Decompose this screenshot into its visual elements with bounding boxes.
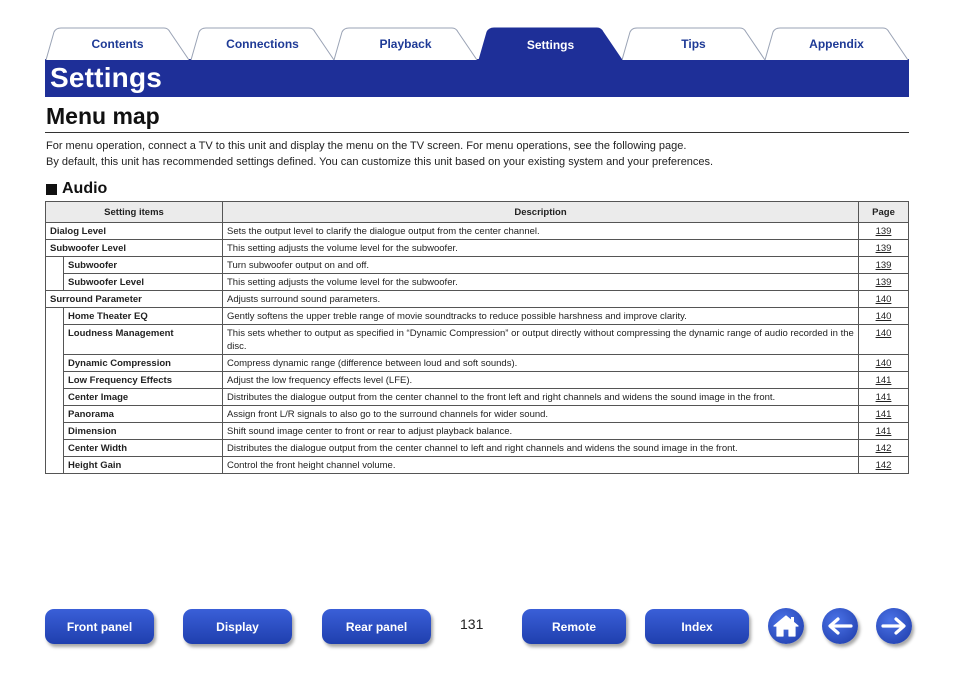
page-number: 131 bbox=[460, 616, 484, 632]
tab-settings[interactable] bbox=[478, 27, 623, 60]
intro-line-1: For menu operation, connect a TV to this unit and display the menu on the TV screen. For menu operations, see the following page. bbox=[46, 140, 687, 152]
indent-cell bbox=[46, 457, 64, 474]
setting-description: Adjust the low frequency effects level (LFE). bbox=[223, 372, 859, 389]
setting-description: Adjusts surround sound parameters. bbox=[223, 291, 859, 308]
page-link[interactable]: 139 bbox=[875, 243, 892, 254]
page-reference bbox=[859, 389, 909, 406]
header-description: Description bbox=[223, 202, 859, 223]
page-link[interactable]: 139 bbox=[875, 226, 892, 237]
tab-label: Appendix bbox=[809, 37, 864, 51]
page-reference bbox=[859, 406, 909, 423]
setting-item-name: Height Gain bbox=[64, 457, 223, 474]
indent-cell bbox=[46, 423, 64, 440]
arrow-right-icon bbox=[881, 616, 907, 636]
tab-bar bbox=[45, 27, 909, 60]
setting-item-name: Center Image bbox=[64, 389, 223, 406]
page-reference bbox=[859, 325, 909, 355]
tab-appendix[interactable] bbox=[764, 27, 909, 60]
setting-description: Turn subwoofer output on and off. bbox=[223, 257, 859, 274]
setting-item-name: Dialog Level bbox=[46, 223, 223, 240]
indent-cell bbox=[46, 325, 64, 355]
page-reference bbox=[859, 274, 909, 291]
tab-label: Connections bbox=[226, 37, 299, 51]
table-row bbox=[46, 440, 909, 457]
table-row bbox=[46, 257, 909, 274]
setting-description: This sets whether to output as specified in “Dynamic Compression” or output directly without compressing the dynamic range of audio recorded in the disc. bbox=[223, 325, 859, 355]
tab-tips[interactable] bbox=[621, 27, 766, 60]
arrow-left-icon bbox=[827, 616, 853, 636]
table-row bbox=[46, 406, 909, 423]
tab-label: Playback bbox=[379, 37, 432, 51]
remote-button[interactable]: Remote bbox=[522, 609, 626, 644]
setting-description: Shift sound image center to front or rear to adjust playback balance. bbox=[223, 423, 859, 440]
indent-cell bbox=[46, 308, 64, 325]
setting-item-name: Surround Parameter bbox=[46, 291, 223, 308]
tab-connections[interactable] bbox=[190, 27, 335, 60]
page-link[interactable]: 141 bbox=[875, 375, 892, 386]
indent-cell bbox=[46, 372, 64, 389]
page-link[interactable]: 141 bbox=[875, 409, 892, 420]
intro-text bbox=[46, 138, 713, 170]
setting-description: Sets the output level to clarify the dialogue output from the center channel. bbox=[223, 223, 859, 240]
table-row bbox=[46, 389, 909, 406]
setting-item-name: Subwoofer bbox=[64, 257, 223, 274]
display-button[interactable]: Display bbox=[183, 609, 292, 644]
table-row bbox=[46, 355, 909, 372]
tab-label: Contents bbox=[91, 37, 144, 51]
page-link[interactable]: 140 bbox=[875, 328, 892, 339]
table-row bbox=[46, 372, 909, 389]
page-link[interactable]: 139 bbox=[875, 260, 892, 271]
square-bullet-icon bbox=[46, 184, 57, 195]
chapter-title: Settings bbox=[50, 62, 163, 93]
section-divider bbox=[45, 132, 909, 133]
setting-item-name: Dimension bbox=[64, 423, 223, 440]
page-link[interactable]: 141 bbox=[875, 426, 892, 437]
table-row bbox=[46, 325, 909, 355]
front-panel-button[interactable]: Front panel bbox=[45, 609, 154, 644]
tab-label: Tips bbox=[681, 37, 706, 51]
chapter-banner bbox=[45, 59, 909, 97]
setting-item-name: Low Frequency Effects bbox=[64, 372, 223, 389]
forward-button[interactable] bbox=[876, 608, 912, 644]
header-page: Page bbox=[859, 202, 909, 223]
setting-description: Gently softens the upper treble range of movie soundtracks to reduce possible harshness and improve clarity. bbox=[223, 308, 859, 325]
setting-item-name: Home Theater EQ bbox=[64, 308, 223, 325]
setting-item-name: Dynamic Compression bbox=[64, 355, 223, 372]
index-button[interactable]: Index bbox=[645, 609, 749, 644]
page-reference bbox=[859, 308, 909, 325]
tab-label: Settings bbox=[526, 38, 575, 52]
page-reference bbox=[859, 257, 909, 274]
table-row bbox=[46, 457, 909, 474]
indent-cell bbox=[46, 389, 64, 406]
table-row bbox=[46, 240, 909, 257]
intro-line-2: By default, this unit has recommended settings defined. You can customize this unit based on your existing system and your preferences. bbox=[46, 156, 714, 168]
indent-cell bbox=[46, 406, 64, 423]
setting-description: Compress dynamic range (difference between loud and soft sounds). bbox=[223, 355, 859, 372]
setting-item-name: Panorama bbox=[64, 406, 223, 423]
tab-playback[interactable] bbox=[333, 27, 478, 60]
indent-cell bbox=[46, 274, 64, 291]
page-link[interactable]: 141 bbox=[875, 392, 892, 403]
rear-panel-button[interactable]: Rear panel bbox=[322, 609, 431, 644]
home-button[interactable] bbox=[768, 608, 804, 644]
page-reference bbox=[859, 423, 909, 440]
page-reference bbox=[859, 240, 909, 257]
indent-cell bbox=[46, 257, 64, 274]
page-link[interactable]: 142 bbox=[875, 443, 892, 454]
page-reference bbox=[859, 355, 909, 372]
header-setting-items: Setting items bbox=[46, 202, 223, 223]
section-title: Menu map bbox=[46, 103, 160, 129]
table-row bbox=[46, 274, 909, 291]
page-reference bbox=[859, 457, 909, 474]
page-link[interactable]: 140 bbox=[875, 311, 892, 322]
subsection-title: Audio bbox=[62, 180, 108, 197]
setting-item-name: Center Width bbox=[64, 440, 223, 457]
subsection-heading bbox=[46, 180, 107, 198]
setting-item-name: Loudness Management bbox=[64, 325, 223, 355]
home-icon bbox=[773, 614, 799, 638]
page-link[interactable]: 140 bbox=[875, 294, 892, 305]
page-link[interactable]: 140 bbox=[875, 358, 892, 369]
setting-description: Control the front height channel volume. bbox=[223, 457, 859, 474]
setting-description: This setting adjusts the volume level for the subwoofer. bbox=[223, 240, 859, 257]
table-header-row bbox=[46, 202, 909, 223]
setting-description: This setting adjusts the volume level for the subwoofer. bbox=[223, 274, 859, 291]
tab-contents[interactable] bbox=[45, 27, 190, 60]
table-row bbox=[46, 423, 909, 440]
page-reference bbox=[859, 440, 909, 457]
page-reference bbox=[859, 372, 909, 389]
page-link[interactable]: 139 bbox=[875, 277, 892, 288]
page-reference bbox=[859, 223, 909, 240]
menu-map-table bbox=[45, 201, 909, 474]
indent-cell bbox=[46, 355, 64, 372]
setting-description: Distributes the dialogue output from the center channel to the front left and right channels and widens the sound image in the front. bbox=[223, 389, 859, 406]
setting-item-name: Subwoofer Level bbox=[64, 274, 223, 291]
table-row bbox=[46, 223, 909, 240]
setting-description: Distributes the dialogue output from the center channel to left and right channels and widens the sound image in the front. bbox=[223, 440, 859, 457]
indent-cell bbox=[46, 440, 64, 457]
setting-item-name: Subwoofer Level bbox=[46, 240, 223, 257]
page-reference bbox=[859, 291, 909, 308]
page-link[interactable]: 142 bbox=[875, 460, 892, 471]
setting-description: Assign front L/R signals to also go to the surround channels for wider sound. bbox=[223, 406, 859, 423]
back-button[interactable] bbox=[822, 608, 858, 644]
table-row bbox=[46, 291, 909, 308]
table-row bbox=[46, 308, 909, 325]
